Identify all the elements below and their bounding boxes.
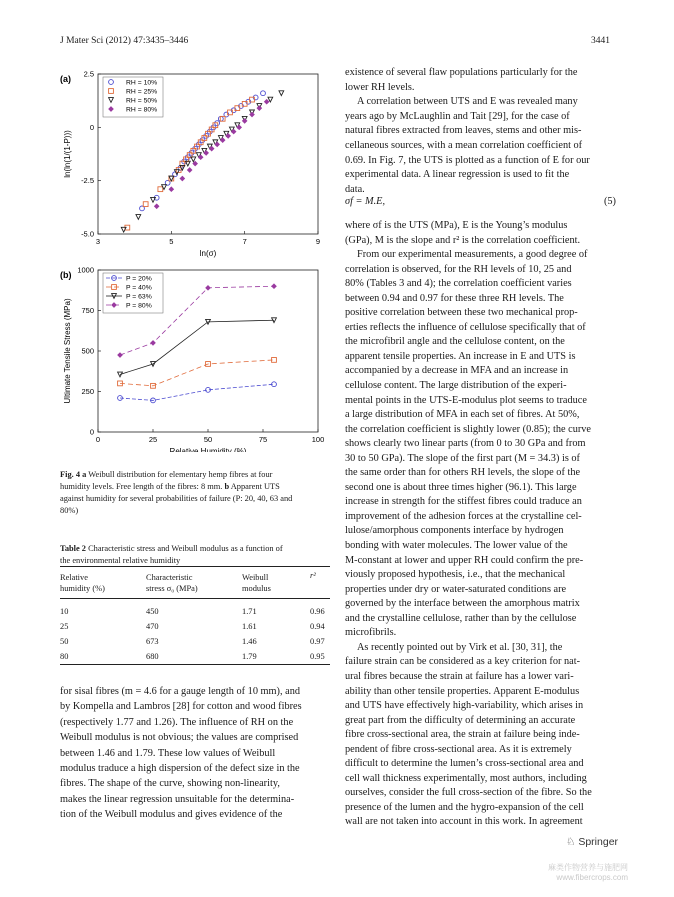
data-point <box>231 129 236 134</box>
data-point <box>215 142 220 147</box>
figure-4-svg <box>56 62 332 452</box>
text-line: ural fibres because the strain at failure has a lower vari- <box>345 670 574 682</box>
series-line <box>120 320 274 374</box>
watermark-line1: 麻类作物营养与施肥网 <box>548 863 628 872</box>
fig4-caption-line2c: Apparent UTS <box>229 482 280 491</box>
table-cell: 1.46 <box>242 637 257 646</box>
table-col1-header-l2: humidity (%) <box>60 584 105 593</box>
table-cell: 1.71 <box>242 607 257 616</box>
x-axis-label: Relative Humidity (%) <box>169 447 247 452</box>
springer-label: Springer <box>578 836 619 848</box>
table2-caption-line1: Characteristic stress and Weibull modulus as a function of <box>86 544 283 553</box>
text-line: bonding with water molecules. The lower value of the <box>345 540 568 552</box>
journal-header: J Mater Sci (2012) 47:3435–3446 <box>60 36 189 46</box>
legend <box>103 77 163 117</box>
y-tick-label: 0 <box>89 122 94 132</box>
text-line: natural fibres extracted from leaves, stems and other mis- <box>345 125 582 137</box>
text-line: data. <box>345 183 365 195</box>
data-point <box>121 227 126 232</box>
table-col3-header <box>242 572 271 594</box>
text-line: existence of several flaw populations particularly for the <box>345 67 578 78</box>
text-line: As recently pointed out by Virk et al. [30, 31], the <box>357 641 563 653</box>
x-axis-label: ln(σ) <box>199 249 217 258</box>
table2-label: Table 2 <box>60 544 86 553</box>
text-line: cellulose content. The large distribution of the experi- <box>345 380 567 392</box>
text-line: lulose/amorphous components interface by hydrogen <box>345 525 564 537</box>
data-point <box>279 91 284 96</box>
x-tick-label: 5 <box>169 237 174 246</box>
table-cell: 25 <box>60 622 69 631</box>
data-point <box>169 187 174 192</box>
panel-label: (a) <box>60 74 71 84</box>
table-col1-header <box>60 572 105 594</box>
text-line: for sisal fibres (m = 4.6 for a gauge length of 10 mm), and <box>60 686 301 697</box>
text-line: M-constant at lower and upper RH could confirm the pre- <box>345 554 584 566</box>
legend-label: RH = 50% <box>126 97 158 105</box>
y-tick-label: 0 <box>89 427 94 437</box>
y-tick-label: 500 <box>81 346 94 356</box>
right-column-text-2 <box>345 219 616 830</box>
x-tick-label: 25 <box>148 435 158 444</box>
text-line: accompanied by a decrease in MFA and an increase in <box>345 365 569 377</box>
text-line: pendent of fibre cross-sectional area. As it is extremely <box>345 743 572 755</box>
y-tick-label: 2.5 <box>83 69 94 79</box>
text-line: improvement of the adhesion forces at the crystalline cel- <box>345 510 582 522</box>
y-tick-label: 750 <box>81 306 94 315</box>
data-point <box>136 215 141 220</box>
text-line: cell wall thickness experimentally, most authors, including <box>345 772 587 784</box>
fig4-caption-line3: against humidity for several probabilities of failure (P: 20, 40, 63 and <box>60 494 293 503</box>
text-line: governed by the interface between the amorphous matrix <box>345 598 580 610</box>
springer-logo <box>566 836 618 848</box>
text-line: difficult to determine the lumen’s cross-sectional area and <box>345 758 584 770</box>
table-col2-header <box>146 572 198 594</box>
text-line: the correlation coefficient is slightly lower (0.85); the curve <box>345 423 591 435</box>
table-cell: 450 <box>146 607 159 616</box>
text-line: ourselves, consider the full cross-section of the fibre. So the <box>345 787 592 799</box>
x-tick-label: 9 <box>315 237 321 246</box>
legend-label: P = 80% <box>126 302 152 310</box>
table-cell: 0.95 <box>310 652 325 661</box>
x-tick-label: 50 <box>203 435 213 444</box>
data-point <box>206 285 211 290</box>
text-line: mental points in the UTS-E-modulus plot seems to traduce <box>345 394 587 406</box>
x-tick-label: 75 <box>258 435 268 444</box>
right-column-text-1 <box>345 66 616 197</box>
data-point <box>257 106 262 111</box>
text-line: years ago by McLaughlin and Tait [29], for the case of <box>345 110 570 122</box>
text-line: makes the linear regression unsuitable for the determina- <box>60 793 295 805</box>
table-cell: 80 <box>60 652 69 661</box>
legend-label: P = 20% <box>126 275 152 283</box>
y-tick-label: -2.5 <box>81 176 94 186</box>
equation-5 <box>345 196 616 207</box>
table-cell: 10 <box>60 607 69 616</box>
x-tick-label: 0 <box>95 435 101 444</box>
data-point <box>151 197 156 202</box>
table-cell: 50 <box>60 637 69 646</box>
data-point <box>118 353 123 358</box>
panel-label: (b) <box>60 270 72 280</box>
data-point <box>261 91 266 96</box>
text-line: From our experimental measurements, a good degree of <box>357 249 588 261</box>
text-line: positive correlation between these two mechanical prop- <box>345 307 578 319</box>
table-cell: 1.61 <box>242 622 257 631</box>
equation-number: (5) <box>603 196 616 207</box>
series-line <box>120 360 274 386</box>
fig4-caption-line1: Weibull distribution for elementary hemp fibres at four <box>86 470 273 479</box>
text-line: modulus traduce a high dispersion of the defect size in the <box>60 763 300 775</box>
data-point <box>180 176 185 181</box>
text-line: ability than other tensile properties. Apparent E-modulus <box>345 685 580 697</box>
table-header-rule <box>60 598 330 599</box>
legend <box>103 273 163 313</box>
watermark <box>548 862 628 882</box>
text-line: the same order than for others RH levels, the slope of the <box>345 467 581 479</box>
page-number: 3441 <box>591 36 610 46</box>
y-axis-label: ln(ln(1/(1-P))) <box>63 130 72 178</box>
springer-horse-icon: ♘ <box>566 836 576 848</box>
watermark-line2: www.fibercrops.com <box>556 873 628 882</box>
fig4-caption <box>60 469 330 517</box>
text-line: 80% (Tables 3 and 4); the correlation coefficient varies <box>345 278 572 290</box>
text-line: (respectively 1.77 and 1.26). The influence of RH on the <box>60 716 294 728</box>
x-tick-label: 100 <box>311 435 325 444</box>
table-col2-header-l1: Characteristic <box>146 573 193 582</box>
left-column-text <box>60 684 329 823</box>
y-tick-label: -5.0 <box>81 229 94 239</box>
data-point <box>187 168 192 173</box>
data-point <box>250 112 255 117</box>
text-line: failure strain can be considered as a key criterion for nat- <box>345 656 581 668</box>
table2-caption-line2: the environmental relative humidity <box>60 556 181 565</box>
data-point <box>169 176 174 181</box>
text-line: (GPa), M is the slope and r² is the correlation coefficient. <box>345 234 581 246</box>
text-line: correlation is observed, for the RH levels of 10, 25 and <box>345 263 572 275</box>
text-line: where σf is the UTS (MPa), E is the Young’s modulus <box>345 220 568 231</box>
data-point <box>209 146 214 151</box>
chart-panel-b <box>60 266 324 453</box>
table-col3-header-l1: Weibull <box>242 573 269 582</box>
text-line: apparent tensile properties. An increase in E and UTS is <box>345 350 576 362</box>
data-point <box>242 119 247 124</box>
data-point <box>143 202 148 207</box>
data-point <box>218 116 223 121</box>
fig4-b: b <box>224 482 230 491</box>
legend-label: P = 40% <box>126 284 152 292</box>
text-line: between 0.94 and 0.97 for these three RH levels. The <box>345 292 564 304</box>
table-col2-header-l2: stress σ₀ (MPa) <box>146 584 198 593</box>
equation-text: σf = M.E, <box>345 196 386 207</box>
data-point <box>151 341 156 346</box>
text-line: lower RH levels. <box>345 81 415 93</box>
y-tick-label: 1000 <box>77 265 94 275</box>
text-line: viously proposed hypothesis, i.e., that the mechanical <box>345 569 566 581</box>
text-line: experimental data. A linear regression is used to fit the <box>345 169 570 181</box>
legend-label: RH = 10% <box>126 79 158 87</box>
data-point <box>237 125 242 130</box>
table-col3-header-l2: modulus <box>242 584 271 593</box>
text-line: erties reflects the influence of cellulose specifically that of <box>345 321 586 333</box>
legend-label: P = 63% <box>126 293 152 301</box>
text-line: A correlation between UTS and E was revealed many <box>357 96 578 108</box>
table-bottom-rule <box>60 664 330 665</box>
text-line: properties under dry or water-saturated conditions are <box>345 583 567 595</box>
legend-label: RH = 25% <box>126 88 158 96</box>
table-cell: 0.97 <box>310 637 325 646</box>
data-point <box>264 99 269 104</box>
figure-4 <box>56 62 332 452</box>
text-line: Weibull modulus is not obvious; the values are comprised <box>60 732 299 744</box>
data-point <box>220 138 225 143</box>
table-cell: 470 <box>146 622 159 631</box>
text-line: by Kompella and Lambros [28] for cotton and wood fibres <box>60 701 302 713</box>
legend-label: RH = 80% <box>126 106 158 114</box>
text-line: great part from the difficulty of determining an accurate <box>345 714 576 726</box>
text-line: wall are not taken into account in this work. In agreement <box>345 816 583 828</box>
text-line: 30 to 50 GPa). The slope of the first part (M = 34.3) is of <box>345 452 580 464</box>
y-axis-label: Ultimate Tensile Stress (MPa) <box>63 298 72 404</box>
table-cell: 0.94 <box>310 622 325 631</box>
table-col4-header: r² <box>310 571 316 580</box>
data-point <box>272 284 277 289</box>
series-0 <box>118 382 277 403</box>
data-point <box>158 187 163 192</box>
text-line: cellaneous sources, with a mean correlation coefficient of <box>345 139 583 151</box>
table-cell: 1.79 <box>242 652 257 661</box>
table-cell: 0.96 <box>310 607 325 616</box>
table-cell: 680 <box>146 652 159 661</box>
series-3 <box>154 99 269 208</box>
table-cell: 673 <box>146 637 159 646</box>
text-line: second one is about three times higher (96.1). This large <box>345 481 577 493</box>
data-point <box>154 204 159 209</box>
text-line: between 1.46 and 1.79. These low values of Weibull <box>60 747 276 759</box>
x-tick-label: 3 <box>95 237 101 246</box>
text-line: fibres. The shape of the curve, showing non-linearity, <box>60 778 280 790</box>
text-line: the microfibril angle and the cellulose content, on the <box>345 336 565 348</box>
data-point <box>198 155 203 160</box>
text-line: and UTS have effectively high-variability, which arises in <box>345 700 584 712</box>
table-col1-header-l1: Relative <box>60 573 88 582</box>
text-line: microfibrils. <box>345 627 397 639</box>
text-line: 0.69. In Fig. 7, the UTS is plotted as a function of E for our <box>345 154 590 166</box>
fig4-a: a <box>82 470 87 479</box>
fig4-caption-line4: 80%) <box>60 506 79 515</box>
series-1 <box>118 358 277 389</box>
text-line: increase in strength for the stiffest fibres could traduce an <box>345 496 582 508</box>
chart-panel-a <box>60 70 320 259</box>
series-line <box>120 384 274 400</box>
text-line: presence of the lumen and the hygro-expansion of the cell <box>345 801 584 813</box>
x-tick-label: 7 <box>242 237 247 246</box>
text-line: a large distribution of MFA in each set of fibres. At 50%, <box>345 409 580 421</box>
data-point <box>204 151 209 156</box>
y-tick-label: 250 <box>81 387 94 396</box>
fig4-caption-line2: humidity levels. Free length of the fibres: 8 mm. <box>60 482 223 491</box>
table2-caption <box>60 543 332 567</box>
text-line: and the crystalline cellulose, rather than by the cellulose <box>345 612 577 624</box>
fig4-label: Fig. 4 <box>60 470 81 479</box>
text-line: shows clearly two linear parts (from 0 to 30 GPa and from <box>345 438 586 450</box>
text-line: tion of the Weibull modulus and gives evidence of the <box>60 809 283 821</box>
data-point <box>226 133 231 138</box>
table-top-rule <box>60 566 330 567</box>
text-line: fibre cross-sectional area, the strain at failure being inde- <box>345 729 580 741</box>
